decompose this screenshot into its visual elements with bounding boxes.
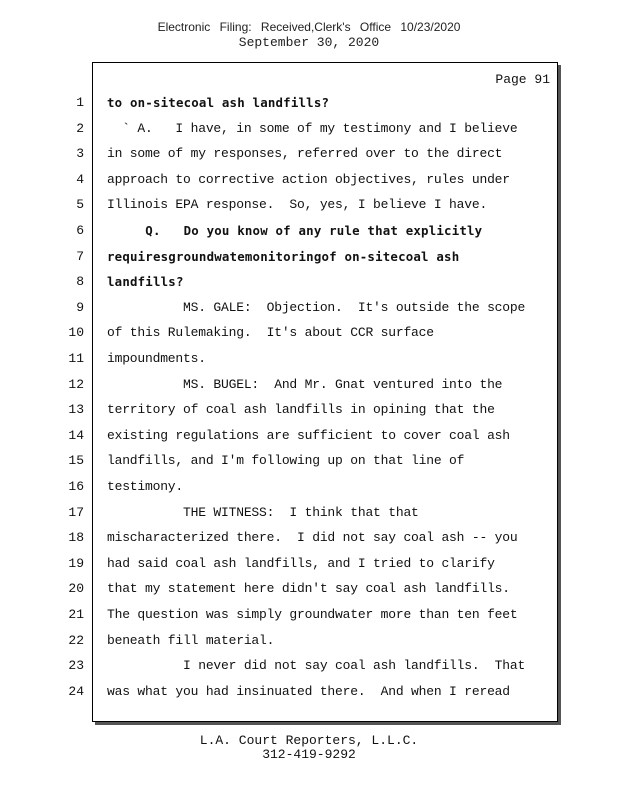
line-number: 19	[68, 556, 84, 571]
transcript-line: THE WITNESS: I think that that	[107, 505, 419, 520]
transcript-line: approach to corrective action objectives, rules under	[107, 172, 510, 187]
transcript-page-frame	[92, 62, 558, 722]
line-number: 2	[76, 121, 84, 136]
line-number: 24	[68, 684, 84, 699]
transcript-line: requiresgroundwatemonitoringof on-sitecoal ash	[107, 249, 460, 264]
transcript-line: was what you had insinuated there. And when I reread	[107, 684, 510, 699]
transcript-line: MS. GALE: Objection. It's outside the scope	[107, 300, 526, 315]
line-number: 15	[68, 453, 84, 468]
footer-phone: 312-419-9292	[262, 747, 356, 762]
line-number: 5	[76, 197, 84, 212]
transcript-line: that my statement here didn't say coal ash landfills.	[107, 581, 510, 596]
transcript-line: The question was simply groundwater more than ten feet	[107, 607, 518, 622]
line-number: 23	[68, 658, 84, 673]
page-number: Page 91	[495, 72, 550, 87]
transcript-line: I never did not say coal ash landfills. That	[107, 658, 526, 673]
transcript-line: to on-sitecoal ash landfills?	[107, 95, 330, 110]
transcript-line: beneath fill material.	[107, 633, 275, 648]
transcript-line: existing regulations are sufficient to cover coal ash	[107, 428, 510, 443]
transcript-line: in some of my responses, referred over to the direct	[107, 146, 503, 161]
transcript-line: impoundments.	[107, 351, 206, 366]
transcript-line: mischaracterized there. I did not say coal ash -- you	[107, 530, 518, 545]
line-number: 3	[76, 146, 84, 161]
line-number: 11	[68, 351, 84, 366]
transcript-line: landfills?	[107, 274, 184, 289]
transcript-line: Illinois EPA response. So, yes, I believe I have.	[107, 197, 488, 212]
line-number: 1	[76, 95, 84, 110]
transcript-line: landfills, and I'm following up on that line of	[107, 453, 465, 468]
line-number: 18	[68, 530, 84, 545]
line-number: 17	[68, 505, 84, 520]
footer-company: L.A. Court Reporters, L.L.C.	[199, 733, 419, 748]
line-number: 10	[68, 325, 84, 340]
line-number: 16	[68, 479, 84, 494]
line-number: 20	[68, 581, 84, 596]
line-number: 14	[68, 428, 84, 443]
transcript-line: of this Rulemaking. It's about CCR surface	[107, 325, 434, 340]
transcript-line: ` A. I have, in some of my testimony and I believe	[107, 121, 518, 136]
line-number: 7	[76, 249, 84, 264]
filing-stamp: Electronic Filing: Received,Clerk's Office 10/23/2020	[157, 20, 461, 34]
transcript-line: testimony.	[107, 479, 184, 494]
line-number: 8	[76, 274, 84, 289]
transcript-line: had said coal ash landfills, and I tried to clarify	[107, 556, 495, 571]
line-number: 9	[76, 300, 84, 315]
line-number: 12	[68, 377, 84, 392]
line-number: 22	[68, 633, 84, 648]
line-number: 13	[68, 402, 84, 417]
line-number: 21	[68, 607, 84, 622]
line-number: 4	[76, 172, 84, 187]
transcript-line: territory of coal ash landfills in opining that the	[107, 402, 495, 417]
transcript-line: MS. BUGEL: And Mr. Gnat ventured into the	[107, 377, 503, 392]
transcript-line: Q. Do you know of any rule that explicitly	[107, 223, 483, 238]
line-number: 6	[76, 223, 84, 238]
transcript-date: September 30, 2020	[238, 35, 380, 50]
